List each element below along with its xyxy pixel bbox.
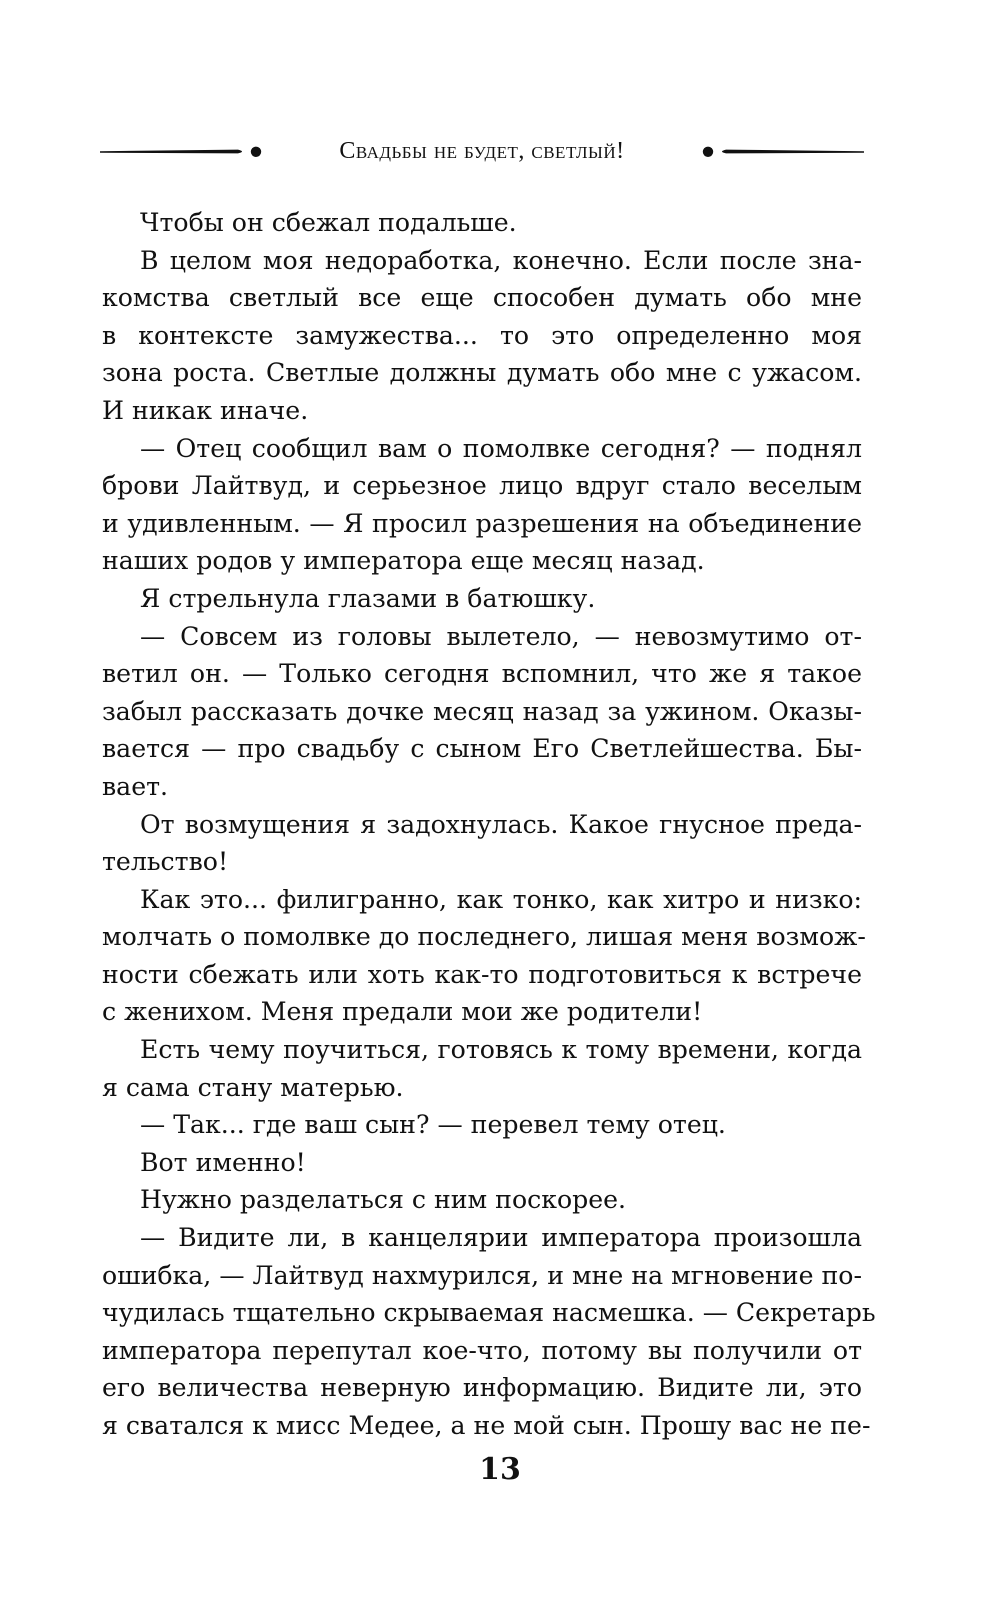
body-text	[102, 204, 876, 1445]
text-line: и удивленным. — Я просил разрешения на объединение	[102, 508, 862, 538]
text-line: наших родов у императора еще месяц назад.	[102, 546, 705, 576]
text-line: забыл рассказать дочке месяц назад за ужином. Оказы-	[102, 696, 862, 726]
text-line: ветил он. — Только сегодня вспомнил, что же я такое	[102, 659, 862, 689]
text-line: — Отец сообщил вам о помолвке сегодня? — поднял	[140, 433, 862, 463]
text-line: вается — про свадьбу с сыном Его Светлейшества. Бы-	[102, 734, 862, 764]
text-line: — Видите ли, в канцелярии императора произошла	[140, 1223, 862, 1253]
text-line: зона роста. Светлые должны думать обо мне с ужасом.	[102, 358, 862, 388]
text-line: ности сбежать или хоть как-то подготовиться к встрече	[102, 959, 862, 989]
right-ornament-icon	[696, 142, 864, 162]
text-line: Я стрельнула глазами в батюшку.	[140, 583, 596, 613]
text-line: Вот именно!	[140, 1147, 306, 1177]
text-line: тельство!	[102, 847, 229, 877]
text-line: его величества неверную информацию. Видите ли, это	[102, 1373, 862, 1403]
page-number: 13	[479, 1452, 521, 1487]
text-line: Чтобы он сбежал подальше.	[140, 208, 517, 237]
text-line: я сама стану матерью.	[102, 1072, 404, 1102]
text-line: От возмущения я задохнулась. Какое гнусное преда-	[140, 809, 862, 839]
text-line: В целом моя недоработка, конечно. Если после зна-	[140, 245, 862, 275]
text-line: чудилась тщательно скрываемая насмешка. — Секретарь	[102, 1298, 876, 1328]
text-line: молчать о помолвке до последнего, лишая меня возмож-	[102, 922, 866, 952]
text-line: Есть чему поучиться, готовясь к тому времени, когда	[140, 1035, 862, 1065]
text-line: с женихом. Меня предали мои же родители!	[102, 997, 703, 1027]
text-line: ошибка, — Лайтвуд нахмурился, и мне на мгновение по-	[102, 1260, 862, 1290]
text-line: в контексте замужества... то это определенно моя	[102, 320, 862, 350]
text-line: Нужно разделаться с ним поскорее.	[140, 1185, 627, 1215]
text-line: брови Лайтвуд, и серьезное лицо вдруг стало веселым	[102, 471, 862, 501]
text-line: комства светлый все еще способен думать обо мне	[102, 283, 862, 313]
text-line: — Совсем из головы вылетело, — невозмутимо от-	[140, 621, 862, 651]
running-header-title: Свадьбы не будет, светлый!	[339, 138, 625, 164]
text-line: я сватался к мисс Медее, а не мой сын. Прошу вас не пе-	[102, 1411, 871, 1440]
text-line: И никак иначе.	[102, 395, 309, 425]
running-header	[100, 132, 864, 172]
text-line: императора перепутал кое-что, потому вы получили от	[102, 1335, 862, 1365]
text-line: вает.	[102, 771, 169, 801]
text-line: — Так... где ваш сын? — перевел тему отец.	[140, 1110, 726, 1140]
text-line: Как это... филигранно, как тонко, как хитро и низко:	[140, 884, 862, 914]
